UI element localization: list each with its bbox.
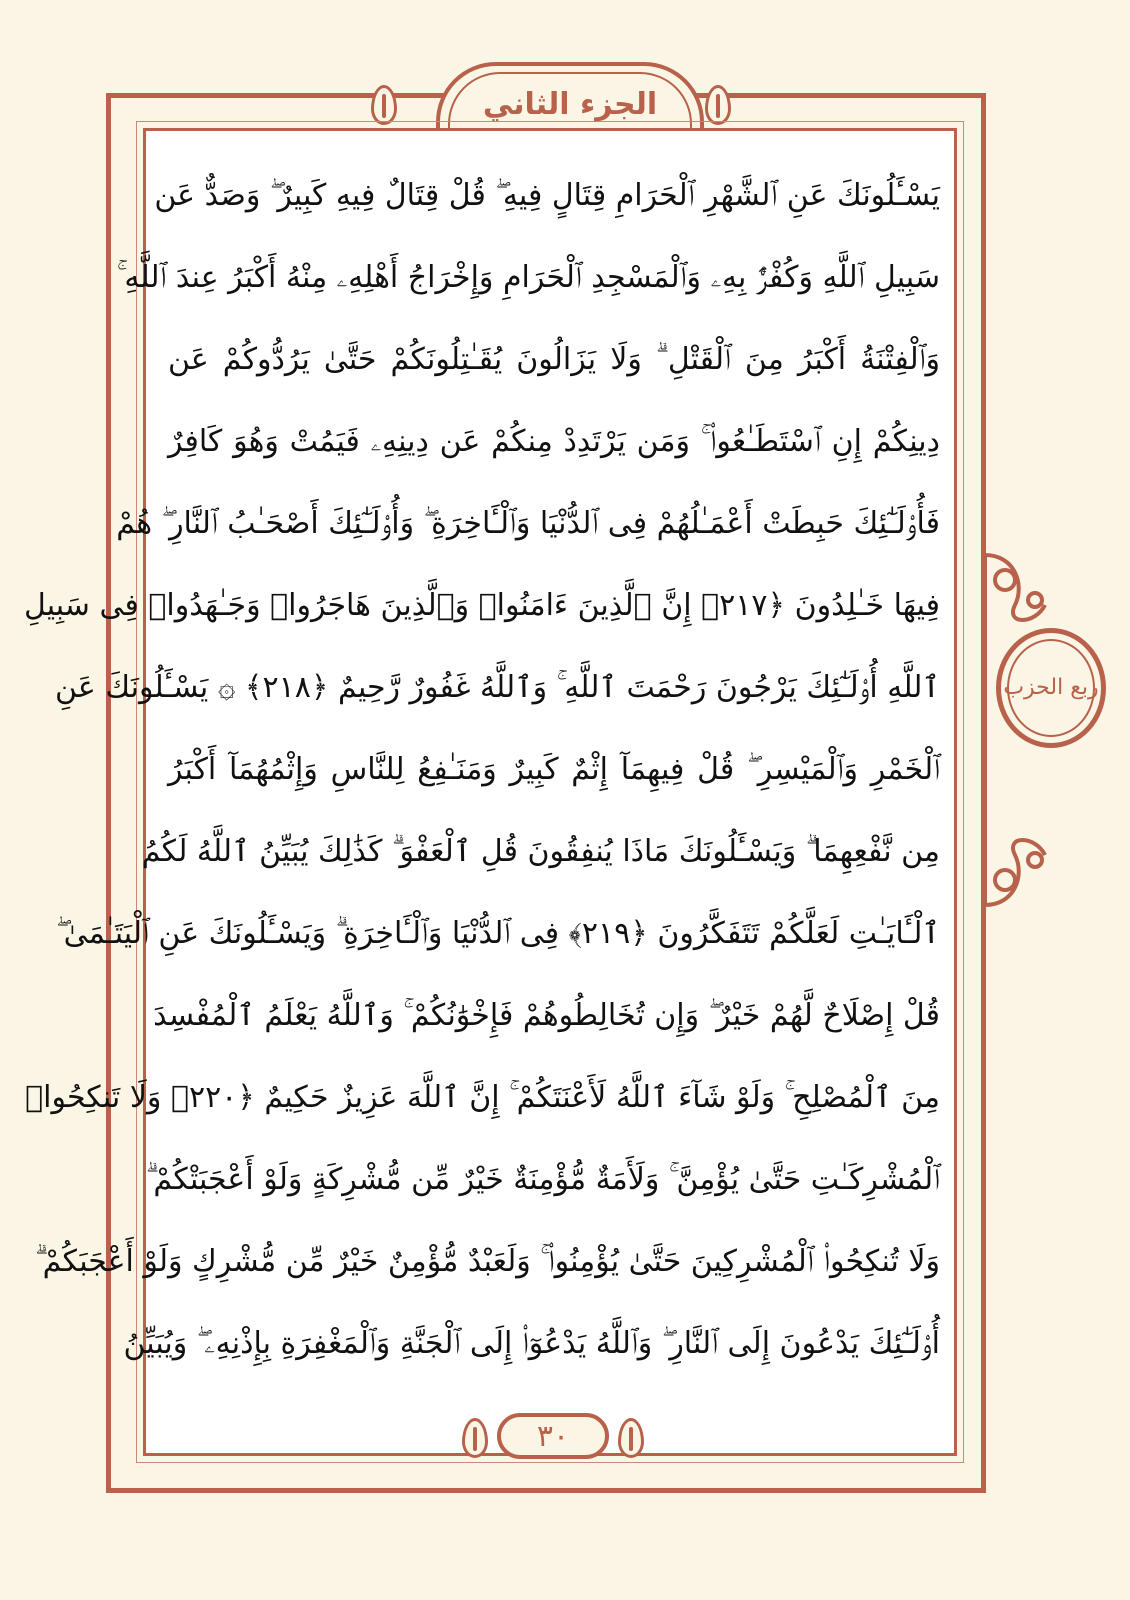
hizb-marker-text: ربع الحزب bbox=[1003, 675, 1099, 701]
text-line: ٱلْمُشْرِكَـٰتِ حَتَّىٰ يُؤْمِنَّ ۚ وَلَأَمَةٌ مُّؤْمِنَةٌ خَيْرٌ مِّن مُّشْرِكَةٍ وَلَوْ أَعْجَبَتْكُمْ ۗ bbox=[145, 1162, 940, 1197]
text-line: فِيهَا خَـٰلِدُونَ ﴿٢١٧﴾ إِنَّ ٱلَّذِينَ ءَامَنُوا۟ وَٱلَّذِينَ هَاجَرُوا۟ وَجَـٰهَدُوا۟ فِى سَبِيلِ bbox=[23, 588, 940, 623]
text-line: قُلْ إِصْلَاحٌ لَّهُمْ خَيْرٌ ۖ وَإِن تُخَالِطُوهُمْ فَإِخْوَٰنُكُمْ ۚ وَٱللَّهُ يَعْلَمُ ٱلْمُفْسِدَ bbox=[153, 998, 940, 1033]
page-number: ٣٠ bbox=[536, 1418, 570, 1454]
leaf-ornament-icon bbox=[705, 85, 731, 125]
text-line: ٱلْخَمْرِ وَٱلْمَيْسِرِ ۖ قُلْ فِيهِمَآ إِثْمٌ كَبِيرٌ وَمَنَـٰفِعُ لِلنَّاسِ وَإِثْمُهُمَآ أَكْبَرُ bbox=[168, 752, 940, 787]
text-line: مِنَ ٱلْمُصْلِحِ ۚ وَلَوْ شَآءَ ٱللَّهُ لَأَعْنَتَكُمْ ۚ إِنَّ ٱللَّهَ عَزِيزٌ حَكِيمٌ ﴿٢٢٠﴾ وَلَا تَنكِحُوا۟ bbox=[25, 1080, 940, 1115]
juz-title: الجزء الثاني bbox=[482, 86, 658, 122]
text-line: ٱللَّهِ أُو۟لَـٰٓئِكَ يَرْجُونَ رَحْمَتَ ٱللَّهِ ۚ وَٱللَّهُ غَفُورٌ رَّحِيمٌ ﴿٢١٨﴾ ۞ يَسْـَٔلُونَكَ عَنِ bbox=[55, 670, 940, 705]
text-line: سَبِيلِ ٱللَّهِ وَكُفْرٌۢ بِهِۦ وَٱلْمَسْجِدِ ٱلْحَرَامِ وَإِخْرَاجُ أَهْلِهِۦ مِنْهُ أَكْبَرُ عِندَ ٱللَّهِ ۚ bbox=[116, 260, 940, 295]
text-line: يَسْـَٔلُونَكَ عَنِ ٱلشَّهْرِ ٱلْحَرَامِ قِتَالٍ فِيهِ ۖ قُلْ قِتَالٌ فِيهِ كَبِيرٌ ۖ وَصَدٌّ عَن bbox=[154, 178, 940, 213]
text-line: دِينِكُمْ إِنِ ٱسْتَطَـٰعُوا۟ ۚ وَمَن يَرْتَدِدْ مِنكُمْ عَن دِينِهِۦ فَيَمُتْ وَهُوَ كَافِرٌ bbox=[168, 424, 940, 459]
quran-text bbox=[23, 160, 940, 1400]
leaf-ornament-icon bbox=[618, 1418, 644, 1458]
hizb-marker bbox=[996, 628, 1106, 748]
text-line: وَلَا تُنكِحُوا۟ ٱلْمُشْرِكِينَ حَتَّىٰ يُؤْمِنُوا۟ ۚ وَلَعَبْدٌ مُّؤْمِنٌ خَيْرٌ مِّن مُّشْرِكٍ وَلَوْ أَعْجَبَكُمْ ۗ bbox=[35, 1244, 940, 1279]
text-line: مِن نَّفْعِهِمَا ۗ وَيَسْـَٔلُونَكَ مَاذَا يُنفِقُونَ قُلِ ٱلْعَفْوَ ۗ كَذَٰلِكَ يُبَيِّنُ ٱللَّهُ لَكُمُ bbox=[141, 834, 940, 869]
text-line: وَٱلْفِتْنَةُ أَكْبَرُ مِنَ ٱلْقَتْلِ ۗ وَلَا يَزَالُونَ يُقَـٰتِلُونَكُمْ حَتَّىٰ يَرُدُّوكُمْ عَن bbox=[168, 342, 940, 377]
leaf-ornament-icon bbox=[462, 1418, 488, 1458]
text-line: أُو۟لَـٰٓئِكَ يَدْعُونَ إِلَى ٱلنَّارِ ۖ وَٱللَّهُ يَدْعُوٓا۟ إِلَى ٱلْجَنَّةِ وَٱلْمَغْفِرَةِ بِإِذْنِهِۦ ۖ وَيُبَيِّنُ bbox=[123, 1326, 940, 1361]
page-number-cartouche bbox=[497, 1413, 609, 1459]
text-line: ٱلْـَٔايَـٰتِ لَعَلَّكُمْ تَتَفَكَّرُونَ ﴿٢١٩﴾ فِى ٱلدُّنْيَا وَٱلْـَٔاخِرَةِ ۗ وَيَسْـَٔلُونَكَ عَنِ ٱلْيَتَـٰمَىٰ ۖ bbox=[56, 916, 940, 951]
text-line: فَأُو۟لَـٰٓئِكَ حَبِطَتْ أَعْمَـٰلُهُمْ فِى ٱلدُّنْيَا وَٱلْـَٔاخِرَةِ ۖ وَأُو۟لَـٰٓئِكَ أَصْحَـٰبُ ٱلنَّارِ ۖ هُمْ bbox=[116, 506, 940, 541]
header-cartouche bbox=[436, 62, 704, 132]
leaf-ornament-icon bbox=[371, 85, 397, 125]
